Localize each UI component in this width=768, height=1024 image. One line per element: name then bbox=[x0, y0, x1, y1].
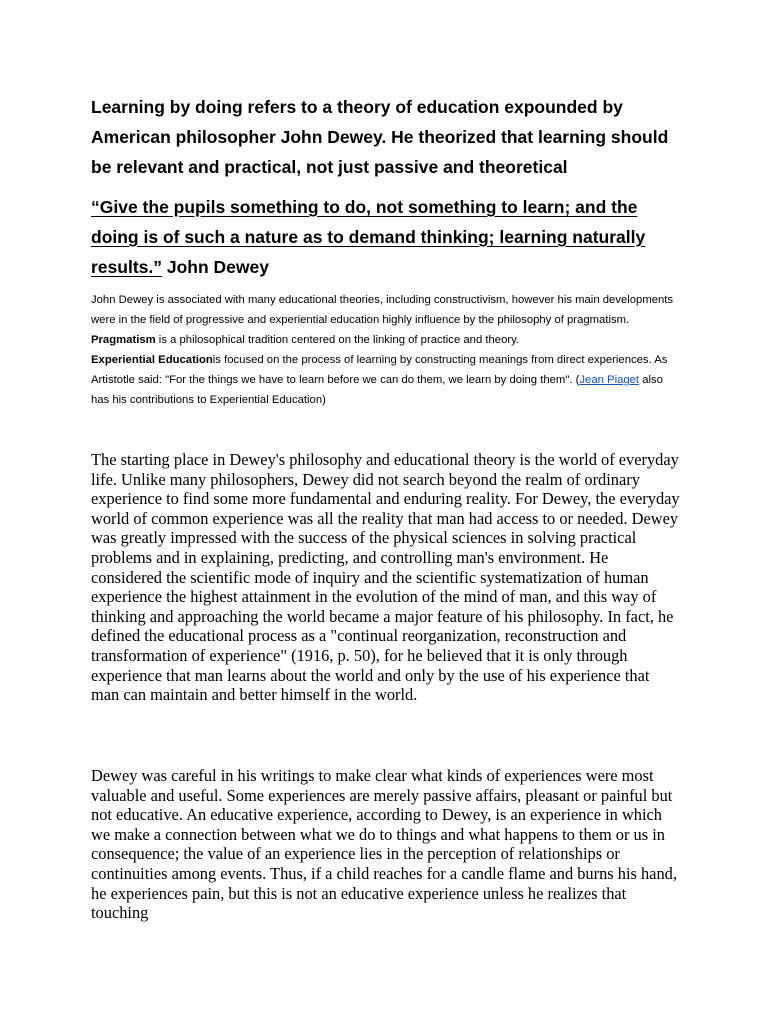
body-paragraph-2: Dewey was careful in his writings to make clear what kinds of experiences were most valuable and useful. Some experiences are merely passive affairs, pleasant or painful but not educative. An educative experience, according to Dewey, is an experience in which we make a connection between what we do to things and what happens to them or us in consequence; the value of an experience lies in the perception of relationships or continuities among events. Thus, if a child reaches for a candle flame and burns his hand, he experiences pain, but this is not an educative experience unless he realizes that touching bbox=[91, 766, 677, 923]
jean-piaget-link[interactable]: Jean Piaget bbox=[579, 374, 640, 386]
piaget-note: also has his contributions to Experiential Education) bbox=[91, 374, 663, 406]
notes-intro: John Dewey is associated with many educational theories, including constructivism, however his main developments were in the field of progressive and experiential education highly influence by the philosophy of pragmatism. bbox=[91, 294, 674, 326]
intro-heading: Learning by doing refers to a theory of education expounded by American philosopher John Dewey. He theorized that learning should be relevant and practical, not just passive and theoretical bbox=[91, 97, 669, 177]
experiential-definition: is focused on the process of learning by constructing meanings from direct experiences. As Artistotle said: "For the things we have to learn before we can do them, we learn by doing them". ( bbox=[91, 354, 668, 386]
body-paragraph-1: The starting place in Dewey's philosophy and educational theory is the world of everyday life. Unlike many philosophers, Dewey did not search beyond the realm of ordinary experience to find some more fundamental and enduring reality. For Dewey, the everyday world of common experience was all the reality that man had access to or needed. Dewey was greatly impressed with the success of the physical sciences in solving practical problems and in explaining, predicting, and controlling man's environment. He considered the scientific mode of inquiry and the scientific systematization of human experience the highest attainment in the evolution of the mind of man, and this way of thinking and approaching the world became a major feature of his philosophy. In fact, he defined the educational process as a "continual reorganization, reconstruction and transformation of experience" (1916, p. 50), for he believed that it is only through experience that man learns about the world and only by the use of his experience that man can maintain and better himself in the world. bbox=[91, 450, 680, 705]
dewey-quote bbox=[91, 192, 681, 282]
quote-text: “Give the pupils something to do, not something to learn; and the doing is of such a nature as to demand thinking; learning naturally results.” bbox=[91, 197, 646, 277]
pragmatism-term: Pragmatism bbox=[91, 334, 156, 346]
pragmatism-definition: is a philosophical tradition centered on the linking of practice and theory. bbox=[155, 334, 520, 346]
quote-attribution: John Dewey bbox=[162, 257, 269, 277]
notes-paragraph bbox=[91, 290, 681, 410]
experiential-term: Experiential Education bbox=[91, 354, 213, 366]
